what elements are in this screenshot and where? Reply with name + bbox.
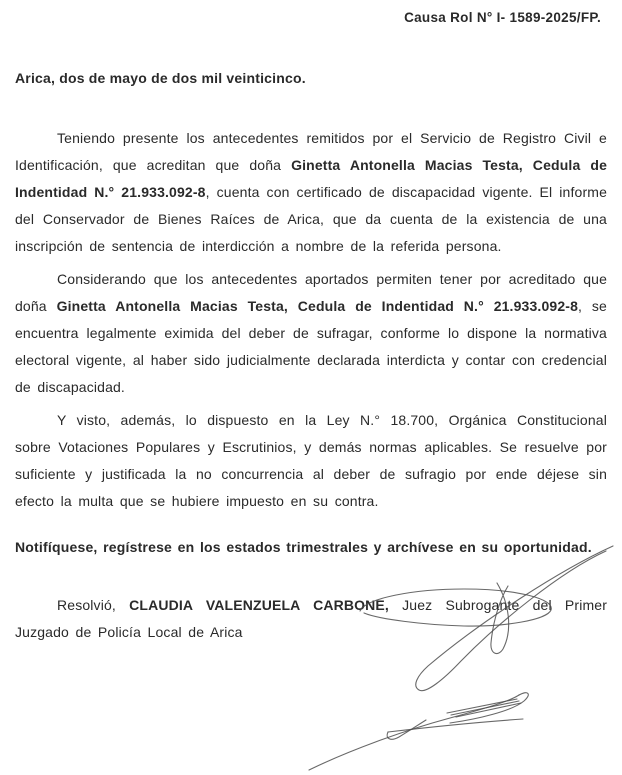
signature-flourish-icon bbox=[309, 693, 528, 770]
text-segment: Considerando que los antecedentes aportados permiten tener por acreditado que doña bbox=[15, 271, 607, 314]
paragraph-antecedentes bbox=[15, 125, 607, 260]
text-segment: Y visto, además, lo dispuesto en la Ley N.° 18.700, Orgánica Constitucional sobre Votaciones Populares y Escrutinios, y demás normas aplicables. Se resuelve por suficiente y justificada la no concurrencia al deber de sufragio por ende déjese sin efecto la multa que se hubiere impuesto en su contra. bbox=[15, 412, 607, 509]
text-segment: Ginetta Antonella Macias Testa, Cedula de Indentidad N.° 21.933.092-8 bbox=[56, 298, 579, 314]
text-segment: Resolvió, bbox=[57, 597, 130, 613]
case-number: Causa Rol N° I- 1589-2025/FP. bbox=[404, 10, 601, 25]
paragraph-resolucion bbox=[15, 407, 607, 515]
text-segment: Teniendo presente los antecedentes remitidos por el Servicio de Registro Civil e Identificación, que acreditan que doña bbox=[15, 130, 607, 173]
text-segment: , cuenta con certificado de discapacidad vigente. El informe del Conservador de Bienes Raíces de Arica, que da cuenta de la existencia de una inscripción de sentencia de interdicción a nombre de la referida persona. bbox=[15, 184, 608, 254]
resolver-line bbox=[15, 592, 607, 646]
text-segment: Ginetta Antonella Macias Testa, Cedula de Indentidad N.° 21.933.092-8 bbox=[15, 157, 608, 200]
date-line: Arica, dos de mayo de dos mil veinticinco. bbox=[15, 70, 306, 86]
text-segment: Juez Subrogante del Primer Juzgado de Policía Local de Arica bbox=[15, 597, 608, 640]
text-segment: , se encuentra legalmente eximida del deber de sufragar, conforme lo dispone la normativa electoral vigente, al haber sido judicialmente declarada interdicta y contar con credencial de discapacidad. bbox=[15, 298, 607, 395]
closing-order-line: Notifíquese, regístrese en los estados trimestrales y archívese en su oportunidad. bbox=[15, 539, 592, 555]
text-segment: CLAUDIA VALENZUELA CARBONE, bbox=[129, 597, 389, 613]
paragraph-considerando bbox=[15, 266, 607, 401]
